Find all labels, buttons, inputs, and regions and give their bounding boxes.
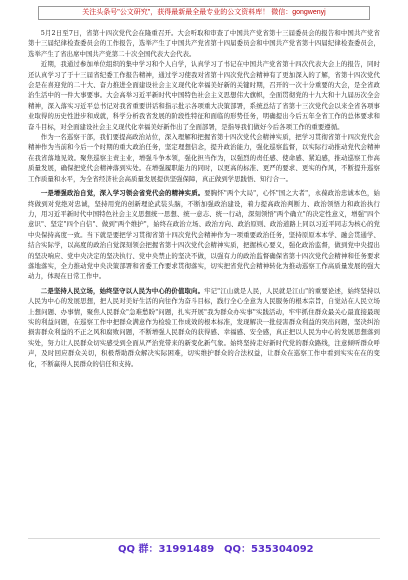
promo-banner-text: 关注头条号"公文研究"，获得最新最全最专业的公文资料库！ 微信：gongwenyj [82,9,326,16]
point-two-heading: 二是坚持人民立场，始终坚守以人民为中心的价值取向。 [40,286,205,295]
qq-number: QQ：535304092 [224,544,314,555]
point-one-heading: 一是增强政治自觉，深入学习领会省党代会的精神实质。 [40,189,205,198]
paragraph-intro: 5月2日至7日，省第十四次党代会在隆重召开。大会听取和审查了中国共产党省第十三届委员会的报告和中国共产党省第十三届纪律检查委员会的工作报告，选举产生了中国共产党省第十四届委员会和中国共产党省第十四届纪律检查委员会，选举产生了省出席中国共产党第二十次全国代表大会代表。 [28,29,380,58]
promo-banner [38,6,370,20]
article-body [28,28,380,533]
point-one-body: 要胸怀"两个大局"，心怀"国之大者"，永葆政治忠诚本色，始终做到对党绝对忠诚，坚持用党的创新理论武装头脑，不断加强政治建设，着力提高政治判断力、政治领悟力和政治执行力，用习近平新时代中国特色社会主义思想统一思想、统一意志、统一行动，深刻领悟"两个确立"的决定性意义，增强"四个意识"、坚定"四个自信"、做到"两个维护"，始终在政治立场、政治方向、政治原则、政治道路上同以习近平同志为核心的党中央保持高度一致。当下就是要把学习贯彻省第十四次党代会精神作为一项重要政治任务，坚持原原本本学、融会贯通学、结合实际学，以高度的政治自觉深刻领会把握省第十四次党代会精神实质，把握核心要义，强化政治监督，做到党中央提出的坚决响应、党中央决定的坚决执行、党中央禁止的坚决不做，以强有力的政治监督确保省第十四次党代会精神和任务要求落地落实，全力推动党中央决策部署和省委工作要求贯彻落实，切实把省党代会精神转化为推动巡察工作高质量发展的强大动力，体现在日常工作中。 [28,189,380,281]
footer-divider [28,538,380,539]
paragraph-point-two [28,286,380,369]
paragraph-point-one [28,188,380,282]
contact-footer [0,541,408,559]
qq-group-number: QQ 群：31991489 [118,544,215,555]
point-two-body: 牢记"江山就是人民，人民就是江山"的重要论述，始终坚持以人民为中心的发展思想，把人民对美好生活的向往作为奋斗目标，践行全心全意为人民服务的根本宗旨，自觉站在人民立场上想问题、办事情，聚焦人民群众"急难愁盼"问题，扎实开展"我为群众办实事"实践活动，牢牢抓住群众最关心最直接最现实的利益问题，在巡察工作中把群众满意作为检验工作成效的根本标准，发现解决一批侵害群众利益的突出问题，坚决纠治损害群众利益的不正之风和腐败问题，不断增强人民群众的获得感、幸福感、安全感，真正把以人民为中心的发展思想落到实处，努力让人民群众切实感受到全面从严治党带来的新变化新气象。始终坚持走好新时代党的群众路线，注意倾听群众呼声，及时回应群众关切，积极帮助群众解决实际困难，切实维护群众的合法权益，让群众在巡察工作中看到实实在在的变化，不断赢得人民群众的信任和支持。 [28,286,380,368]
paragraph-study: 近期，我通过参加单位组织的集中学习和个人自学，认真学习了书记在中国共产党省第十四次代表大会上的报告，同时还认真学习了于十三届省纪委工作报告精神，通过学习使我对省第十四次党代会精神有了更加深入的了解，省第十四次党代会是在喜迎党的二十大、奋力推进全面建设社会主义现代化幸福美好新的关键时期，召开的一次十分重要的大会，是全省政治生活中的一件大事要事。大会高举习近平新时代中国特色社会主义思想伟大旗帜，全面贯彻党的十九大和十九届历次全会精神，深入落实习近平总书记对我省重要讲话和指示批示各项重大决策部署，系统总结了省第十三次党代会以来全省各项事业取得的历史性进步和成就，科学分析我省发展的阶段性特征和面临的形势任务，明确提出今后五年全省工作的总体要求和奋斗目标，对全面建设社会主义现代化幸福美好新作出了全面部署，是指导我们做好今后各项工作的重要遵循。 [28,60,380,131]
paragraph-role: 作为一名巡察干部，我们要提高政治站位，深入理解和把握省第十四次党代会精神实质，把学习贯彻省第十四次党代会精神作为当前和今后一个时期的重大政治任务，坚定理想信念，提升政治能力，强化巡察监督，以实际行动推动党代会精神在我省落地见效。聚焦巡察主责主业，增强斗争本领，强化担当作为，以强烈的责任感、使命感、紧迫感，推动巡察工作高质量发展，确保把党代会精神落到实处。在增强履职能力的同时，以更高的标准、更严的要求、更实的作风，不断提升巡察工作质量和水平，为全省经济社会高质量发展提供坚强保障，真正做到学思践悟、知行合一。 [28,133,380,183]
